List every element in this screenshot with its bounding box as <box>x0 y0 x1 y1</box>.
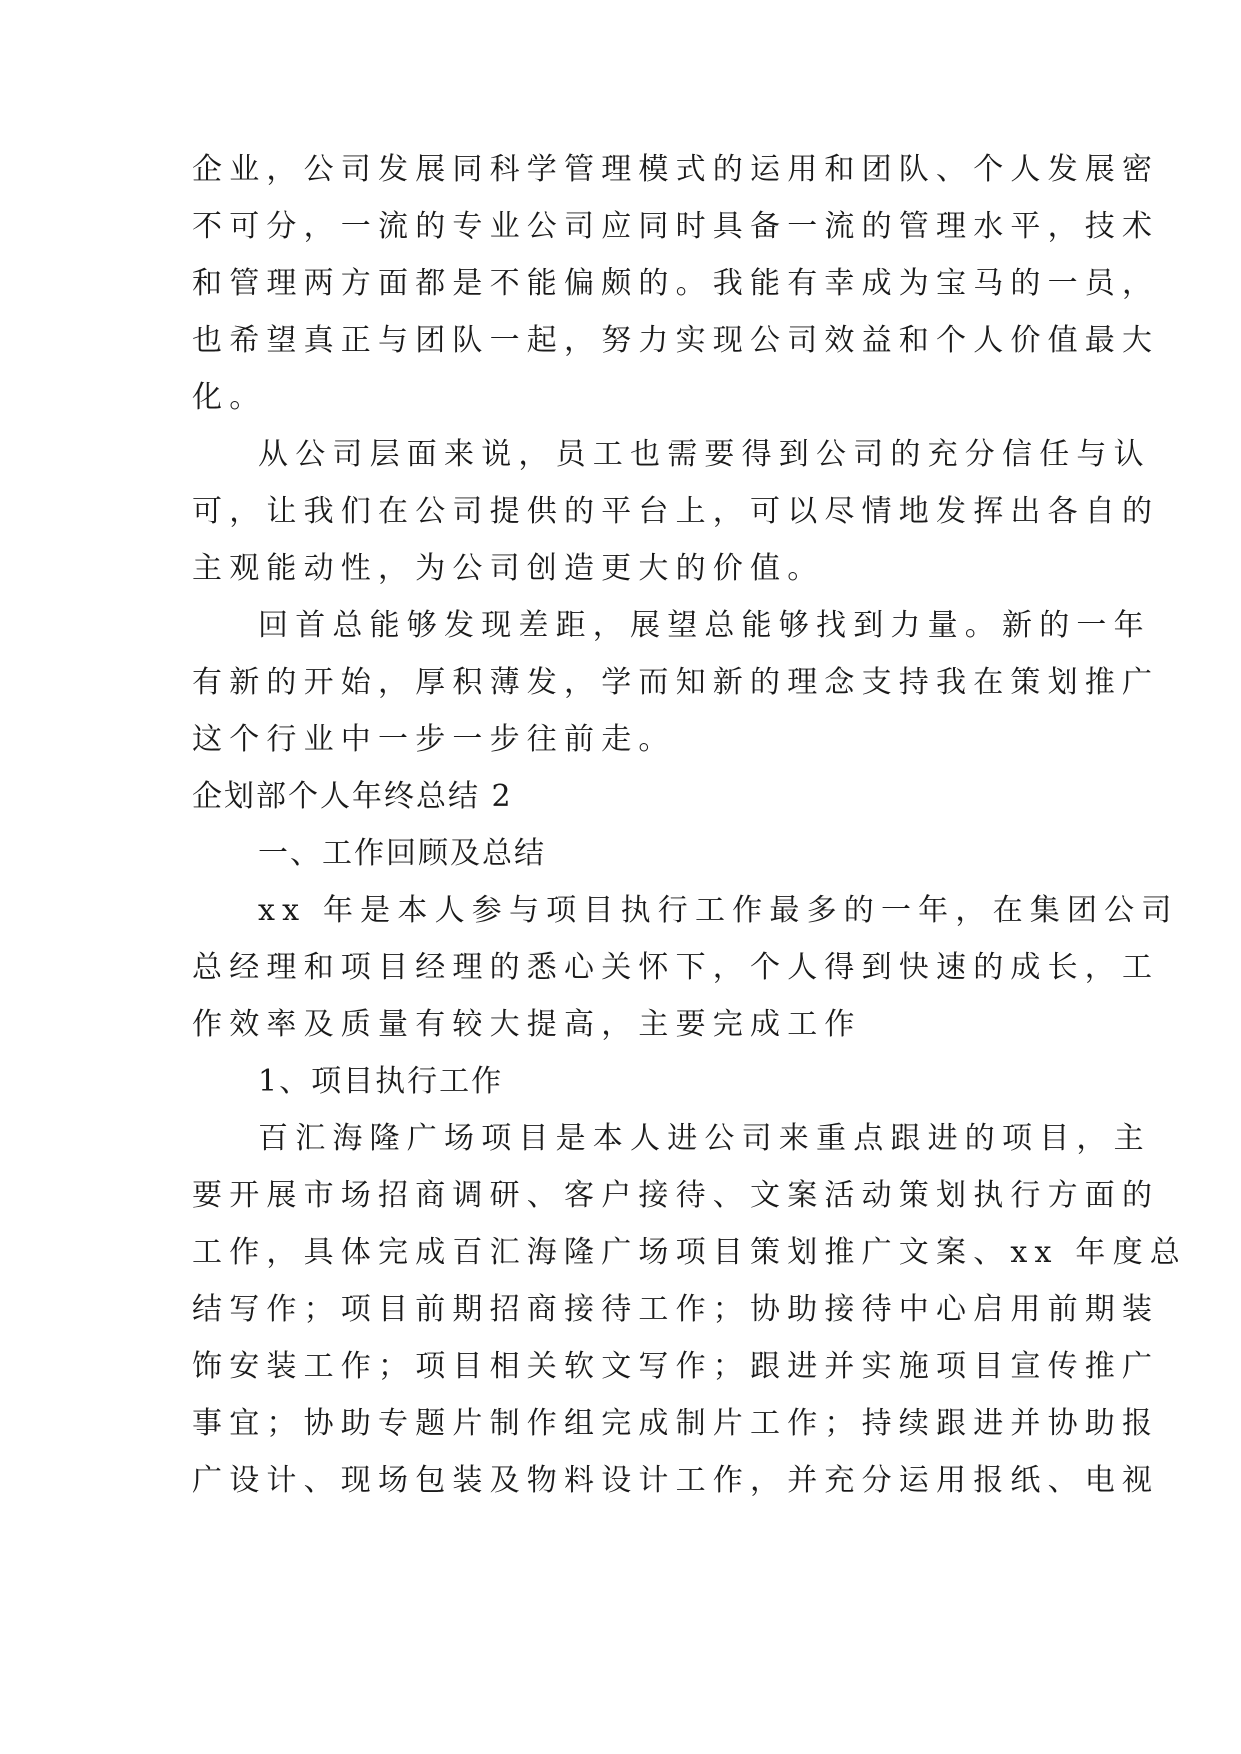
paragraph-3-line: 这个行业中一步一步往前走。 <box>192 722 676 757</box>
paragraph-1-line: 企业，公司发展同科学管理模式的运用和团队、个人发展密 <box>192 152 1160 187</box>
paragraph-2-line: 可，让我们在公司提供的平台上，可以尽情地发挥出各自的 <box>192 494 1160 529</box>
paragraph-2-line: 主观能动性，为公司创造更大的价值。 <box>192 551 825 586</box>
paragraph-2-line: 从公司层面来说，员工也需要得到公司的充分信任与认 <box>258 437 1151 472</box>
paragraph-5-line: 百汇海隆广场项目是本人进公司来重点跟进的项目，主 <box>258 1121 1151 1156</box>
paragraph-5-line: 事宜；协助专题片制作组完成制片工作；持续跟进并协助报 <box>192 1406 1160 1441</box>
paragraph-5-line: 要开展市场招商调研、客户接待、文案活动策划执行方面的 <box>192 1178 1160 1213</box>
paragraph-4-line: xx 年是本人参与项目执行工作最多的一年，在集团公司 <box>258 893 1179 928</box>
paragraph-1-line: 不可分，一流的专业公司应同时具备一流的管理水平，技术 <box>192 209 1160 244</box>
subheading-work-review: 一、工作回顾及总结 <box>258 836 546 871</box>
paragraph-4-line: 作效率及质量有较大提高，主要完成工作 <box>192 1007 862 1042</box>
paragraph-3-line: 回首总能够发现差距，展望总能够找到力量。新的一年 <box>258 608 1151 643</box>
subheading-project-execution: 1、项目执行工作 <box>258 1064 504 1099</box>
paragraph-5-line: 结写作；项目前期招商接待工作；协助接待中心启用前期装 <box>192 1292 1160 1327</box>
paragraph-1-line: 和管理两方面都是不能偏颇的。我能有幸成为宝马的一员， <box>192 266 1160 301</box>
paragraph-4-line: 总经理和项目经理的悉心关怀下，个人得到快速的成长，工 <box>192 950 1160 985</box>
paragraph-5-line: 广设计、现场包装及物料设计工作，并充分运用报纸、电视 <box>192 1463 1160 1498</box>
paragraph-5-line: 饰安装工作；项目相关软文写作；跟进并实施项目宣传推广 <box>192 1349 1160 1384</box>
paragraph-3-line: 有新的开始，厚积薄发，学而知新的理念支持我在策划推广 <box>192 665 1160 700</box>
section-title: 企划部个人年终总结 2 <box>192 779 513 814</box>
paragraph-1-line: 化。 <box>192 380 267 415</box>
paragraph-5-line: 工作，具体完成百汇海隆广场项目策划推广文案、xx 年度总 <box>192 1235 1187 1270</box>
paragraph-1-line: 也希望真正与团队一起，努力实现公司效益和个人价值最大 <box>192 323 1160 358</box>
